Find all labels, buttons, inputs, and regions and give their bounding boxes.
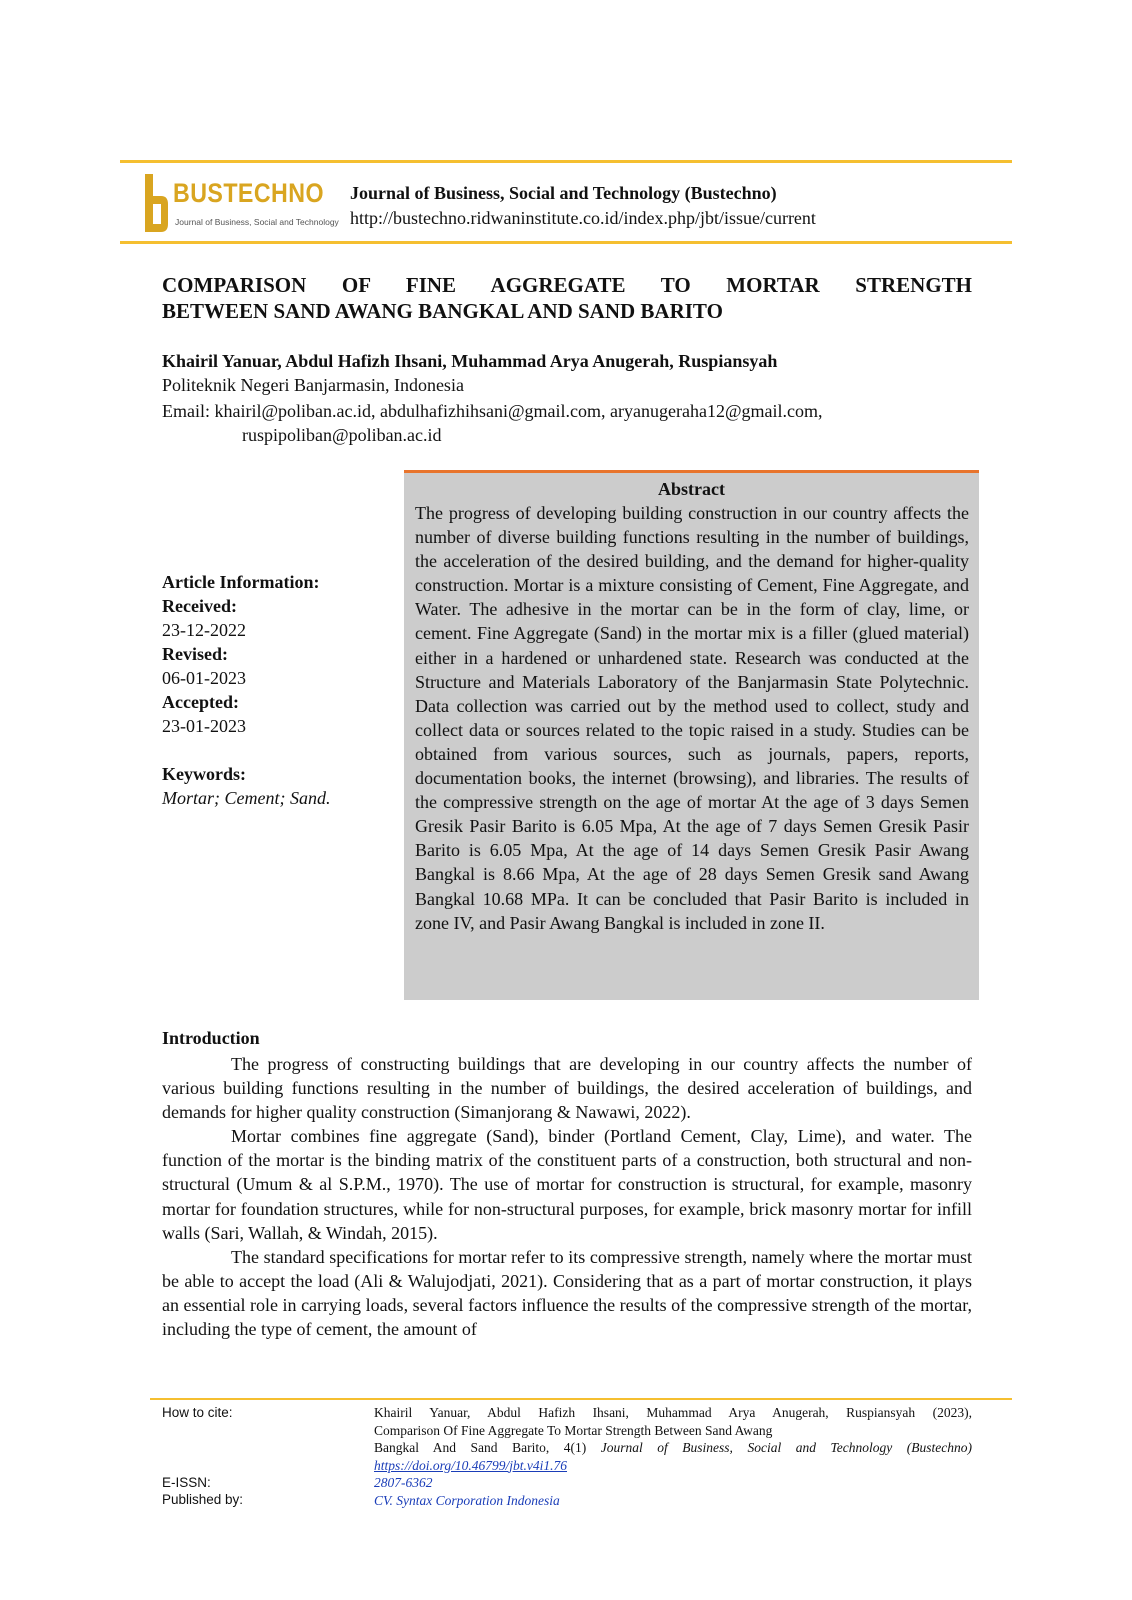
cite-line-1: Khairil Yanuar, Abdul Hafizh Ihsani, Muhammad Arya Anugerah, Ruspiansyah (2023), (374, 1405, 972, 1420)
logo-mark-icon (143, 174, 169, 232)
article-information (162, 570, 330, 810)
accepted-label: Accepted: (162, 692, 239, 712)
logo-subtitle: Journal of Business, Social and Technology (175, 217, 339, 227)
email-line-2: ruspipoliban@poliban.ac.id (242, 425, 442, 445)
received-date: 23-12-2022 (162, 620, 246, 640)
author-list: Khairil Yanuar, Abdul Hafizh Ihsani, Muhammad Arya Anugerah, Ruspiansyah (162, 351, 778, 371)
affiliation: Politeknik Negeri Banjarmasin, Indonesia (162, 375, 464, 395)
logo-text: BUSTECHNO (173, 178, 324, 208)
article-title (162, 272, 972, 324)
published-by-label: Published by: (162, 1492, 244, 1507)
intro-paragraph-3: The standard specifications for mortar refer to its compressive strength, namely where the mortar must be able to accept the load (Ali & Walujodjati, 2021). Considering that as a part of mortar construction, it plays an essential role in carrying loads, several factors influence the results of the compressive strength of the mortar, including the type of cement, the amount of (162, 1246, 972, 1340)
journal-url[interactable]: http://bustechno.ridwaninstitute.co.id/index.php/jbt/issue/current (350, 208, 816, 228)
abstract-text: The progress of developing building construction in our country affects the number of diverse building functions resulting in the number of buildings, the acceleration of the desired building, and the demand for higher-quality construction. Mortar is a mixture consisting of Cement, Fine Aggregate, and Water. The adhesive in the mortar can be in the form of clay, lime, or cement. Fine Aggregate (Sand) in the mortar mix is a filler (glued material) either in a hardened or unhardened state. Research was conducted at the Structure and Materials Laboratory of the Banjarmasin State Polytechnic. Data collection was carried out by the method used to collect, study and collect data or sources related to the topic raised in a study. Studies can be obtained from various sources, such as journals, papers, reports, documentation books, the internet (browsing), and libraries. The results of the compressive strength on the age of mortar At the age of 3 days Semen Gresik Pasir Barito is 6.05 Mpa, At the age of 7 days Semen Gresik Pasir Barito is 6.05 Mpa, At the age of 14 days Semen Gresik Pasir Awang Bangkal is 8.66 Mpa, At the age of 28 days Semen Gresik sand Awang Bangkal 10.68 MPa. It can be concluded that Pasir Barito is included in zone IV, and Pasir Awang Bangkal is included in zone II. (415, 503, 969, 933)
keywords-label: Keywords: (162, 764, 246, 784)
publisher-name: CV. Syntax Corporation Indonesia (374, 1492, 560, 1508)
email-block (162, 399, 962, 447)
revised-date: 06-01-2023 (162, 668, 246, 688)
cite-line-3 (374, 1439, 972, 1457)
cite-volume: Bangkal And Sand Barito, 4(1) (374, 1440, 587, 1455)
journal-name: Journal of Business, Social and Technology (Bustechno) (350, 183, 777, 203)
received-label: Received: (162, 596, 237, 616)
journal-logo (143, 174, 339, 236)
abstract-heading: Abstract (658, 479, 725, 499)
eissn-label: E-ISSN: (162, 1475, 211, 1490)
email-line-1: Email: khairil@poliban.ac.id, abdulhafizhihsani@gmail.com, aryanugeraha12@gmail.com, (162, 401, 823, 421)
abstract-box (404, 470, 979, 1000)
introduction-body (162, 1052, 972, 1341)
title-line-2: BETWEEN SAND AWANG BANGKAL AND SAND BARITO (162, 299, 723, 323)
introduction-heading: Introduction (162, 1028, 260, 1048)
header-top-rule (120, 160, 1012, 163)
info-heading: Article Information: (162, 572, 320, 592)
citation-text (374, 1404, 972, 1509)
accepted-date: 23-01-2023 (162, 716, 246, 736)
cite-line-2: Comparison Of Fine Aggregate To Mortar Strength Between Sand Awang (374, 1422, 773, 1438)
title-line-1: COMPARISON OF FINE AGGREGATE TO MORTAR STRENGTH (162, 273, 972, 297)
footer-rule (150, 1398, 1012, 1400)
doi-link[interactable]: https://doi.org/10.46799/jbt.v4i1.76 (374, 1457, 568, 1473)
header-bottom-rule (120, 241, 1012, 244)
intro-paragraph-2: Mortar combines fine aggregate (Sand), binder (Portland Cement, Clay, Lime), and water. The function of the mortar is the binding matrix of the constituent parts of a construction, both structural and non-structural (Umum & al S.P.M., 1970). The use of mortar for construction is structural, for example, masonry mortar for foundation structures, while for non-structural purposes, for example, brick masonry mortar for infill walls (Sari, Wallah, & Windah, 2015). (162, 1126, 972, 1243)
cite-journal: Journal of Business, Social and Technology (Bustechno) (600, 1440, 972, 1455)
keywords-value: Mortar; Cement; Sand. (162, 788, 331, 808)
eissn-value: 2807-6362 (374, 1475, 433, 1490)
intro-paragraph-1: The progress of constructing buildings that are developing in our country affects the number of various building functions resulting in the number of buildings, the desired acceleration of buildings, and demands for higher quality construction (Simanjorang & Nawawi, 2022). (162, 1054, 972, 1123)
how-to-cite-label: How to cite: (162, 1405, 233, 1420)
revised-label: Revised: (162, 644, 228, 664)
